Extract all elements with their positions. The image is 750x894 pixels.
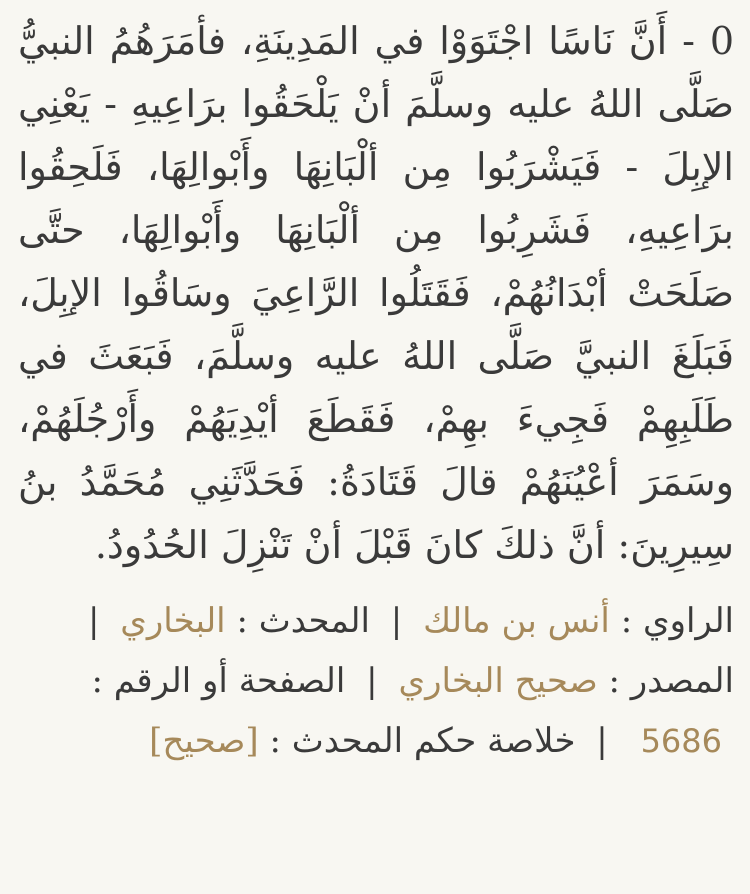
separator: | bbox=[366, 661, 378, 701]
meta-line-narrator bbox=[18, 591, 734, 651]
separator: | bbox=[87, 601, 100, 641]
muhaddith-label: المحدث : bbox=[236, 601, 370, 641]
narrator-link[interactable]: أنس بن مالك bbox=[423, 601, 610, 641]
source-label: المصدر : bbox=[608, 661, 734, 701]
hadith-metadata bbox=[18, 591, 734, 771]
page-label: الصفحة أو الرقم : bbox=[91, 661, 346, 701]
meta-line-verdict bbox=[18, 711, 734, 771]
muhaddith-link[interactable]: البخاري bbox=[120, 601, 226, 641]
verdict-label: خلاصة حكم المحدث : bbox=[269, 721, 576, 761]
separator: | bbox=[390, 601, 403, 641]
meta-line-source bbox=[18, 651, 734, 711]
verdict-value: [صحيح] bbox=[149, 721, 259, 761]
page-number: 5686 bbox=[640, 722, 722, 760]
hadith-text: 0 - أَنَّ نَاسًا اجْتَوَوْا في المَدِينَةِ، فأمَرَهُمُ النبيُّ صَلَّى اللهُ عليه وسلَّمَ أنْ يَلْحَقُوا برَاعِيهِ - يَعْنِي الإبِلَ - فَيَشْرَبُوا مِن ألْبَانِهَا وأَبْوالِهَا، فَلَحِقُوا برَاعِيهِ، فَشَرِبُوا مِن ألْبَانِهَا وأَبْوالِهَا، حتَّى صَلَحَتْ أبْدَانُهُمْ، فَقَتَلُوا الرَّاعِيَ وسَاقُوا الإبِلَ، فَبَلَغَ النبيَّ صَلَّى اللهُ عليه وسلَّمَ، فَبَعَثَ في طَلَبِهِمْ فَجِيءَ بهِمْ، فَقَطَعَ أيْدِيَهُمْ وأَرْجُلَهُمْ، وسَمَرَ أعْيُنَهُمْ قالَ قَتَادَةُ: فَحَدَّثَنِي مُحَمَّدُ بنُ سِيرِينَ: أنَّ ذلكَ كانَ قَبْلَ أنْ تَنْزِلَ الحُدُودُ. bbox=[18, 19, 735, 567]
source-link[interactable]: صحيح البخاري bbox=[398, 661, 598, 701]
narrator-label: الراوي : bbox=[620, 601, 734, 641]
separator: | bbox=[596, 721, 608, 761]
